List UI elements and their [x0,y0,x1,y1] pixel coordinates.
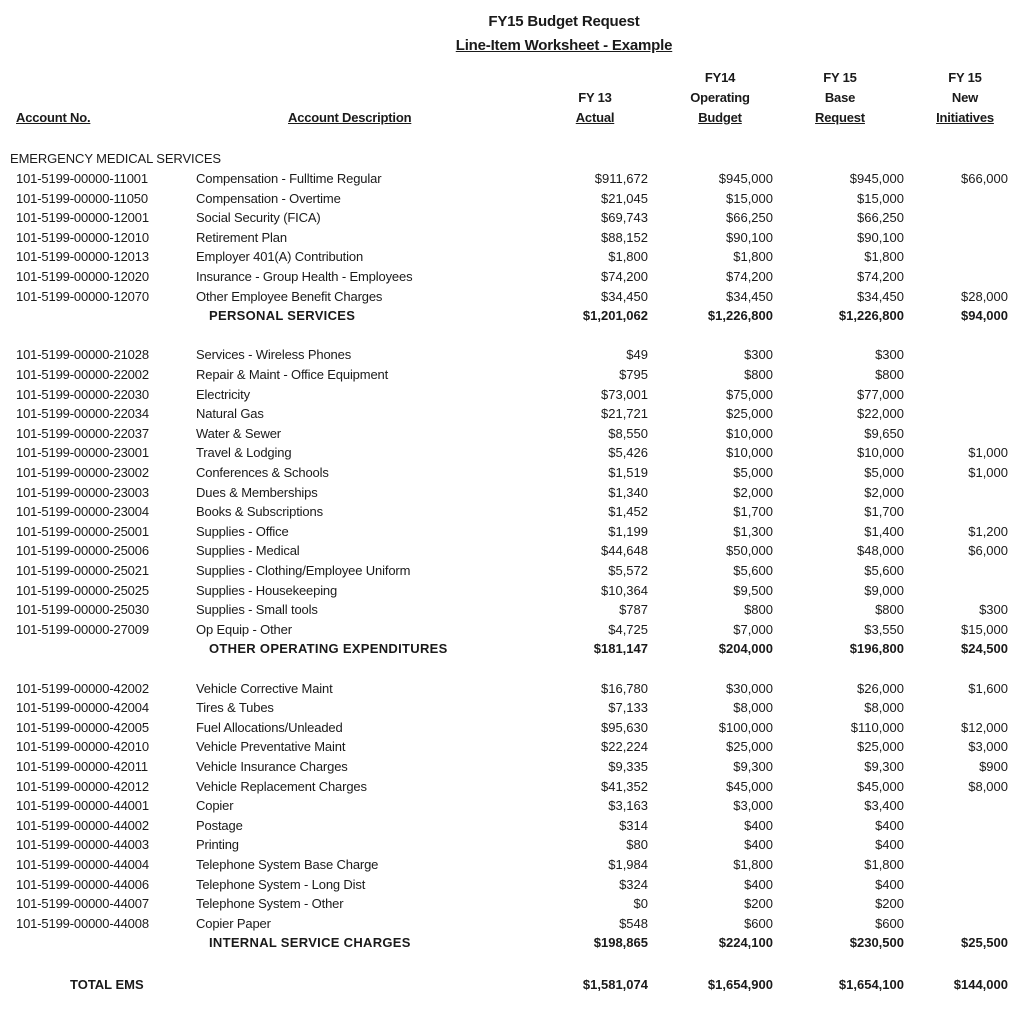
grand-total-label: TOTAL EMS [70,976,144,992]
fy14-budget-value: $5,000 [733,465,773,480]
fy14-budget-value: $800 [744,602,773,618]
fy15-new-value: $12,000 [961,719,1008,735]
fy13-actual-value: $49 [626,347,648,363]
account-description: Vehicle Replacement Charges [196,778,367,794]
table-row [0,287,1024,307]
fy15-base-value: $300 [875,347,904,363]
account-number: 101-5199-00000-12001 [16,210,149,226]
table-row [0,757,1024,777]
subtotal-fy13: $181,147 [593,641,648,657]
account-number: 101-5199-00000-25025 [16,582,149,598]
document-subtitle [0,37,1024,54]
account-number: 101-5199-00000-22002 [16,367,149,382]
fy15-base-value: $26,000 [857,680,904,696]
account-number: 101-5199-00000-42005 [16,719,149,735]
fy14-budget-value: $400 [744,837,773,853]
fy14-budget-value: $25,000 [726,739,773,755]
fy15-new-value: $1,000 [968,445,1008,461]
fy15-base-value: $34,450 [857,288,904,304]
fy15-base-value: $22,000 [857,406,904,422]
fy14-budget-value: $10,000 [726,425,773,441]
fy15-new-value: $900 [979,759,1008,774]
fy13-actual-value: $95,630 [601,719,648,735]
grand-total-row [0,975,1024,995]
header-line: FY 13 [578,90,612,105]
account-description: Social Security (FICA) [196,210,321,226]
fy14-budget-value: $7,000 [733,621,773,637]
fy14-budget-value: $5,600 [733,563,773,578]
table-row [0,502,1024,522]
fy15-base-value: $400 [875,837,904,853]
subtotal-label: PERSONAL SERVICES [209,308,356,324]
account-description: Telephone System - Long Dist [196,876,366,892]
account-number: 101-5199-00000-23004 [16,504,149,520]
fy14-budget-value: $400 [744,817,773,833]
header-account-no [16,108,90,128]
fy14-budget-value: $200 [744,896,773,912]
fy15-new-value: $6,000 [968,543,1008,559]
fy14-budget-value: $10,000 [726,445,773,461]
fy15-base-value: $9,000 [864,582,904,598]
fy13-actual-value: $0 [633,896,648,912]
header-account-description [288,108,411,128]
account-description: Dues & Memberships [196,484,318,500]
account-description: Supplies - Clothing/Employee Uniform [196,563,411,578]
account-description: Compensation - Overtime [196,190,341,206]
account-number: 101-5199-00000-42002 [16,680,149,696]
grand-total-fy15-base: $1,654,100 [838,976,904,992]
fy13-actual-value: $324 [619,876,648,892]
table-row [0,247,1024,267]
fy13-actual-value: $795 [619,367,648,382]
table-row [0,796,1024,816]
fy15-base-value: $200 [875,896,904,912]
fy14-budget-value: $45,000 [726,778,773,794]
table-row [0,267,1024,287]
account-number: 101-5199-00000-12010 [16,229,149,245]
fy15-base-value: $2,000 [864,484,904,500]
subtotal-fy14: $1,226,800 [707,308,773,324]
table-row [0,581,1024,601]
header-line [800,108,880,128]
fy13-actual-value: $69,743 [601,210,648,226]
subtotal-fy15-new: $94,000 [961,308,1008,324]
fy15-base-value: $77,000 [857,386,904,402]
fy13-actual-value: $3,163 [608,798,648,814]
account-number: 101-5199-00000-27009 [16,621,149,637]
account-description: Vehicle Insurance Charges [196,759,348,774]
table-row [0,365,1024,385]
fy13-actual-value: $21,721 [601,406,648,422]
account-description: Water & Sewer [196,425,281,441]
table-row [0,679,1024,699]
header-line [920,108,1010,128]
account-description: Other Employee Benefit Charges [196,288,383,304]
account-description: Vehicle Preventative Maint [196,739,346,755]
fy15-base-value: $3,550 [864,621,904,637]
fy14-budget-value: $75,000 [726,386,773,402]
table-row [0,541,1024,561]
fy15-new-value: $3,000 [968,739,1008,755]
grand-total-fy15-new: $144,000 [953,976,1008,992]
account-number: 101-5199-00000-25021 [16,563,149,578]
fy13-actual-value: $16,780 [601,680,648,696]
account-description: Insurance - Group Health - Employees [196,269,413,284]
account-number: 101-5199-00000-42011 [16,759,148,774]
fy14-budget-value: $600 [744,915,773,931]
account-number: 101-5199-00000-22030 [16,386,149,402]
fy14-budget-value: $2,000 [733,484,773,500]
table-row [0,424,1024,444]
account-description: Travel & Lodging [196,445,292,461]
fy14-budget-value: $945,000 [718,171,773,186]
account-number: 101-5199-00000-12013 [16,249,149,265]
table-row [0,620,1024,640]
account-number: 101-5199-00000-44004 [16,857,149,872]
fy15-new-value: $8,000 [968,778,1008,794]
subtotal-fy13: $198,865 [593,935,648,951]
fy15-base-value: $3,400 [864,798,904,814]
fy13-actual-value: $911,672 [594,171,648,186]
table-row [0,600,1024,620]
account-number: 101-5199-00000-23002 [16,465,149,480]
subtotal-row [0,639,1024,659]
subtotal-row [0,933,1024,953]
table-row [0,894,1024,914]
account-description: Supplies - Housekeeping [196,582,338,598]
account-number: 101-5199-00000-25030 [16,602,149,618]
fy15-base-value: $5,000 [864,465,904,480]
fy13-actual-value: $8,550 [608,425,648,441]
table-row [0,698,1024,718]
account-description: Tires & Tubes [196,700,274,716]
account-description: Conferences & Schools [196,465,329,480]
account-description: Printing [196,837,239,853]
fy14-budget-value: $8,000 [733,700,773,716]
fy15-base-value: $48,000 [857,543,904,559]
fy15-new-value: $1,200 [968,523,1008,539]
subtotal-fy15-base: $230,500 [849,935,904,951]
header-fy15-base-request [800,68,880,128]
fy14-budget-value: $1,700 [733,504,773,520]
account-number: 101-5199-00000-42010 [16,739,149,755]
fy15-base-value: $800 [875,602,904,618]
fy15-base-value: $800 [875,367,904,382]
fy14-budget-value: $400 [744,876,773,892]
fy13-actual-value: $41,352 [601,778,648,794]
header-line-underlined: Initiatives [936,110,994,125]
fy15-base-value: $90,100 [857,229,904,245]
fy14-budget-value: $3,000 [733,798,773,814]
subtotal-label: INTERNAL SERVICE CHARGES [209,935,411,951]
fy15-base-value: $1,800 [864,249,904,265]
account-description: Employer 401(A) Contribution [196,249,364,265]
table-row [0,816,1024,836]
account-description: Op Equip - Other [196,621,292,637]
fy13-actual-value: $787 [619,602,648,618]
fy13-actual-value: $88,152 [601,229,648,245]
document-subtitle-text: Line-Item Worksheet - Example [455,37,673,54]
subtotal-row [0,306,1024,326]
fy14-budget-value: $800 [744,367,773,382]
table-row [0,737,1024,757]
fy15-base-value: $9,300 [864,759,904,774]
grand-total-fy13: $1,581,074 [582,976,648,992]
fy13-actual-value: $1,984 [608,857,648,872]
fy14-budget-value: $1,800 [733,857,773,872]
header-account-no-label: Account No. [16,110,91,125]
fy15-new-value: $66,000 [961,171,1008,186]
fy13-actual-value: $80 [626,837,648,853]
fy15-base-value: $25,000 [857,739,904,755]
fy13-actual-value: $4,725 [608,621,648,637]
table-row [0,208,1024,228]
fy13-actual-value: $1,452 [608,504,648,520]
account-description: Telephone System - Other [196,896,344,912]
fy14-budget-value: $9,300 [733,759,773,774]
account-description: Vehicle Corrective Maint [196,680,333,696]
table-row [0,483,1024,503]
header-fy13-actual [560,88,630,128]
fy13-actual-value: $21,045 [601,190,648,206]
fy15-base-value: $1,800 [864,857,904,872]
fy14-budget-value: $9,500 [733,582,773,598]
table-row [0,404,1024,424]
subtotal-fy15-new: $24,500 [961,641,1008,657]
fy14-budget-value: $90,100 [726,229,773,245]
account-description: Books & Subscriptions [196,504,323,520]
fy13-actual-value: $1,800 [608,249,648,265]
fy13-actual-value: $22,224 [601,739,648,755]
header-line-underlined: Budget [698,110,742,125]
account-number: 101-5199-00000-21028 [16,347,149,363]
header-fy14-operating-budget [665,68,775,128]
fy15-base-value: $400 [875,876,904,892]
fy14-budget-value: $1,300 [733,523,773,539]
header-line: FY 15 [948,70,982,85]
fy15-new-value: $1,600 [968,680,1008,696]
header-line: FY14 [704,70,736,85]
account-number: 101-5199-00000-44008 [16,915,149,931]
fy13-actual-value: $9,335 [608,759,648,774]
table-row [0,228,1024,248]
account-description: Repair & Maint - Office Equipment [196,367,389,382]
header-line: Base [824,90,856,105]
account-number: 101-5199-00000-44006 [16,876,149,892]
account-number: 101-5199-00000-44007 [16,896,149,912]
fy14-budget-value: $50,000 [726,543,773,559]
account-number: 101-5199-00000-11050 [16,190,148,206]
table-row [0,522,1024,542]
table-row [0,777,1024,797]
fy13-actual-value: $34,450 [601,288,648,304]
subtotal-fy15-new: $25,500 [961,935,1008,951]
subtotal-fy14: $224,100 [718,935,773,951]
department-heading: EMERGENCY MEDICAL SERVICES [10,151,221,166]
account-number: 101-5199-00000-44002 [16,817,149,833]
fy15-base-value: $66,250 [857,210,904,226]
table-row [0,561,1024,581]
account-number: 101-5199-00000-22034 [16,406,149,422]
fy13-actual-value: $5,572 [608,563,648,578]
subtotal-label: OTHER OPERATING EXPENDITURES [209,641,448,657]
account-description: Supplies - Small tools [196,602,318,618]
table-row [0,463,1024,483]
account-description: Postage [196,817,243,833]
account-number: 101-5199-00000-12070 [16,288,149,304]
fy15-base-value: $8,000 [864,700,904,716]
table-row [0,189,1024,209]
fy13-actual-value: $1,519 [608,465,648,480]
account-description: Fuel Allocations/Unleaded [196,719,343,735]
table-row [0,914,1024,934]
document-title: FY15 Budget Request [488,13,640,30]
fy15-base-value: $74,200 [857,269,904,284]
table-row [0,875,1024,895]
fy15-base-value: $10,000 [857,445,904,461]
fy13-actual-value: $7,133 [608,700,648,716]
fy14-budget-value: $100,000 [718,719,773,735]
account-number: 101-5199-00000-22037 [16,425,149,441]
header-line: Operating [690,90,750,105]
fy13-actual-value: $73,001 [601,386,648,402]
fy13-actual-value: $44,648 [601,543,648,559]
account-number: 101-5199-00000-25001 [16,523,149,539]
fy15-base-value: $945,000 [849,171,904,186]
subtotal-fy14: $204,000 [718,641,773,657]
fy14-budget-value: $25,000 [726,406,773,422]
fy13-actual-value: $5,426 [608,445,648,461]
account-description: Electricity [196,386,250,402]
fy13-actual-value: $314 [619,817,648,833]
account-number: 101-5199-00000-42012 [16,778,149,794]
fy15-base-value: $600 [875,915,904,931]
header-line: FY 15 [823,70,857,85]
table-row [0,835,1024,855]
fy15-new-value: $28,000 [961,288,1008,304]
account-description: Supplies - Office [196,523,289,539]
header-line-underlined: Actual [575,110,615,125]
account-number: 101-5199-00000-42004 [16,700,149,716]
table-row [0,718,1024,738]
header-line [560,108,630,128]
account-description: Retirement Plan [196,229,287,245]
account-description: Copier Paper [196,915,271,931]
fy15-base-value: $400 [875,817,904,833]
subtotal-fy15-base: $1,226,800 [838,308,904,324]
table-row [0,443,1024,463]
fy14-budget-value: $300 [744,347,773,363]
fy15-base-value: $15,000 [857,190,904,206]
account-description: Supplies - Medical [196,543,300,559]
fy13-actual-value: $10,364 [601,582,648,598]
account-number: 101-5199-00000-44003 [16,837,149,853]
fy15-new-value: $1,000 [968,465,1008,480]
fy15-new-value: $300 [979,602,1008,618]
header-fy15-new-initiatives [920,68,1010,128]
fy14-budget-value: $1,800 [733,249,773,265]
table-row [0,855,1024,875]
fy13-actual-value: $548 [619,915,648,931]
table-row [0,169,1024,189]
fy15-base-value: $5,600 [864,563,904,578]
fy15-base-value: $110,000 [850,719,904,735]
account-description: Natural Gas [196,406,264,422]
grand-total-fy14: $1,654,900 [707,976,773,992]
fy14-budget-value: $30,000 [726,680,773,696]
header-line-underlined: Request [815,110,865,125]
fy13-actual-value: $1,340 [608,484,648,500]
fy15-base-value: $9,650 [864,425,904,441]
account-number: 101-5199-00000-11001 [16,171,148,186]
account-number: 101-5199-00000-23001 [16,445,149,461]
subtotal-fy15-base: $196,800 [849,641,904,657]
header-account-description-label: Account Description [288,110,412,125]
fy13-actual-value: $1,199 [608,523,648,539]
account-number: 101-5199-00000-25006 [16,543,149,559]
account-number: 101-5199-00000-44001 [16,798,149,814]
fy14-budget-value: $74,200 [726,269,773,284]
header-line: New [951,90,979,105]
fy14-budget-value: $34,450 [726,288,773,304]
account-description: Copier [196,798,234,814]
account-number: 101-5199-00000-23003 [16,484,149,500]
table-row [0,345,1024,365]
fy15-base-value: $1,400 [864,523,904,539]
account-description: Services - Wireless Phones [196,347,352,363]
subtotal-fy13: $1,201,062 [582,308,648,324]
fy15-new-value: $15,000 [961,621,1008,637]
fy14-budget-value: $66,250 [726,210,773,226]
account-number: 101-5199-00000-12020 [16,269,149,284]
account-description: Compensation - Fulltime Regular [196,171,382,186]
fy14-budget-value: $15,000 [726,190,773,206]
fy15-base-value: $1,700 [864,504,904,520]
fy13-actual-value: $74,200 [601,269,648,284]
header-line [665,108,775,128]
table-row [0,385,1024,405]
fy15-base-value: $45,000 [857,778,904,794]
account-description: Telephone System Base Charge [196,857,379,872]
